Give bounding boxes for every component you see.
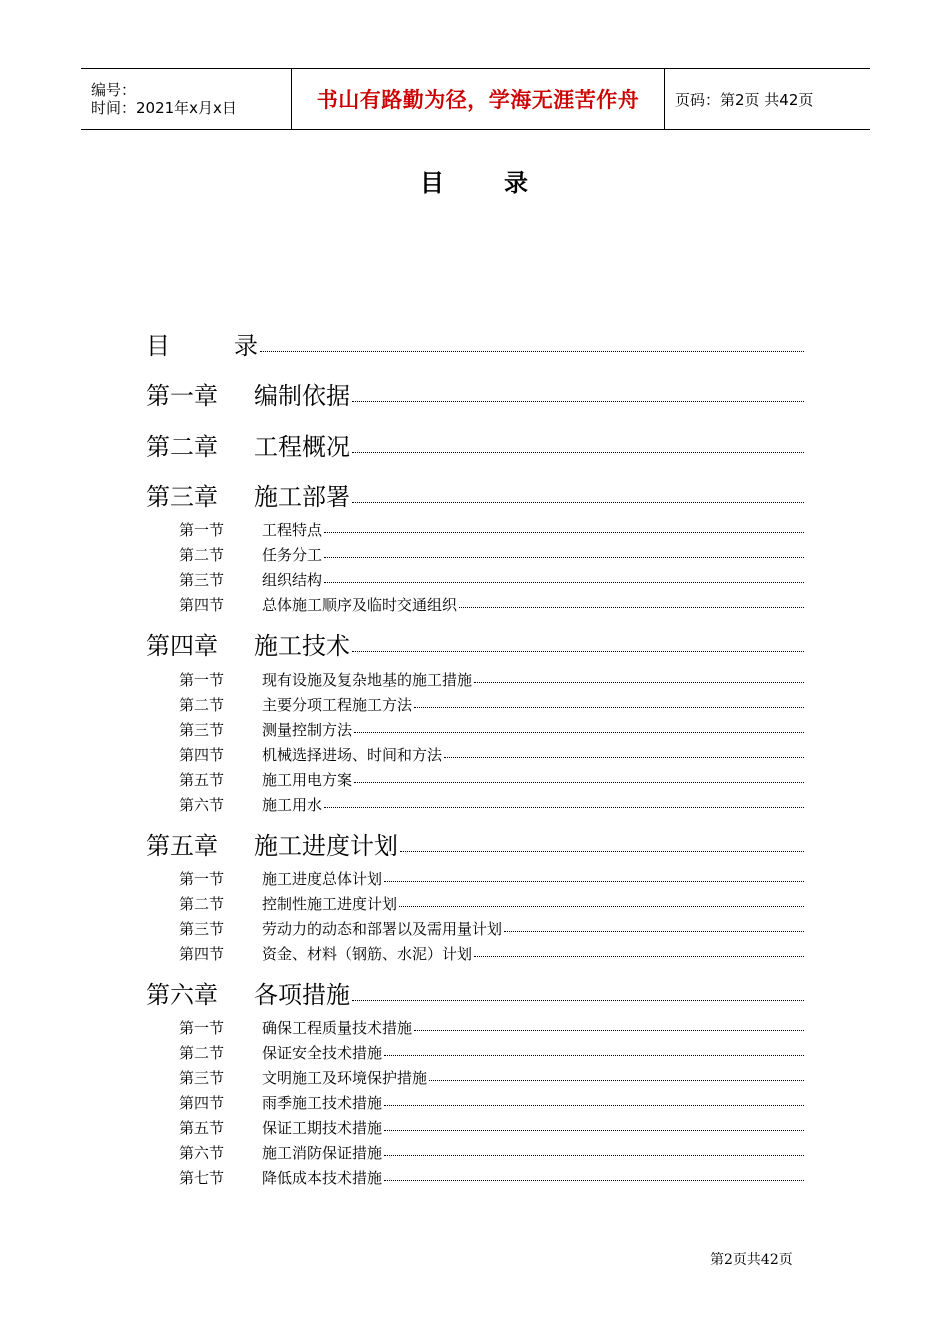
toc-title: 主要分项工程施工方法 — [262, 696, 413, 714]
header-meta — [81, 69, 291, 129]
toc-leader — [352, 401, 804, 402]
toc-leader — [324, 532, 804, 533]
toc-section[interactable] — [179, 943, 804, 964]
toc-section[interactable] — [179, 669, 804, 690]
header-page-info-cell — [665, 69, 813, 129]
toc-leader — [384, 1155, 804, 1156]
toc-leader — [459, 607, 804, 608]
toc-leader — [429, 1080, 804, 1081]
toc-title: 录 — [234, 332, 258, 360]
toc-section[interactable] — [179, 893, 804, 914]
toc-leader — [444, 757, 804, 758]
toc-number: 第二节 — [179, 696, 225, 714]
toc-number: 第一章 — [146, 382, 218, 410]
toc-title: 控制性施工进度计划 — [262, 895, 398, 913]
toc-title: 劳动力的动态和部署以及需用量计划 — [262, 920, 503, 938]
toc-chapter-4[interactable] — [146, 626, 804, 661]
page-info: 页码：第2页 共42页 — [675, 90, 814, 109]
toc-leader — [324, 557, 804, 558]
toc-leader — [324, 582, 804, 583]
toc-section[interactable] — [179, 918, 804, 939]
toc-chapter-3[interactable] — [146, 477, 804, 512]
toc-title: 降低成本技术措施 — [262, 1169, 383, 1187]
toc-chapter-1[interactable] — [146, 376, 804, 411]
toc-section[interactable] — [179, 694, 804, 715]
toc-number: 目 — [146, 332, 170, 360]
toc-title: 施工消防保证措施 — [262, 1144, 383, 1162]
toc-number: 第四节 — [179, 596, 225, 614]
page-header — [81, 68, 870, 130]
toc-number: 第六章 — [146, 981, 218, 1009]
toc-section[interactable] — [179, 569, 804, 590]
toc-title: 工程概况 — [254, 433, 350, 461]
toc-title: 施工技术 — [254, 632, 350, 660]
toc-title: 文明施工及环境保护措施 — [262, 1069, 428, 1087]
toc-leader — [384, 1055, 804, 1056]
toc-leader — [354, 782, 804, 783]
toc-title: 确保工程质量技术措施 — [262, 1019, 413, 1037]
toc-title: 工程特点 — [262, 521, 323, 539]
toc-leader — [384, 1180, 804, 1181]
toc-title: 保证安全技术措施 — [262, 1044, 383, 1062]
toc-title: 机械选择进场、时间和方法 — [262, 746, 443, 764]
toc-leader — [352, 502, 804, 503]
toc-number: 第五节 — [179, 771, 225, 789]
toc-leader — [384, 1105, 804, 1106]
toc-leader — [260, 351, 804, 352]
toc-leader — [474, 682, 804, 683]
toc-leader — [504, 931, 804, 932]
toc-leader — [352, 651, 804, 652]
toc-section[interactable] — [179, 769, 804, 790]
toc-section[interactable] — [179, 1067, 804, 1088]
page-title-part2: 录 — [504, 169, 530, 197]
toc-number: 第一节 — [179, 1019, 225, 1037]
toc-section[interactable] — [179, 1092, 804, 1113]
toc-title: 施工用水 — [262, 796, 323, 814]
toc-number: 第二章 — [146, 433, 218, 461]
toc-title: 保证工期技术措施 — [262, 1119, 383, 1137]
toc-leader — [324, 807, 804, 808]
toc-chapter-5[interactable] — [146, 826, 804, 861]
toc-entry-contents[interactable] — [146, 326, 804, 361]
toc-number: 第四节 — [179, 945, 225, 963]
toc-section[interactable] — [179, 519, 804, 540]
toc-section[interactable] — [179, 868, 804, 889]
toc-title: 施工进度计划 — [254, 832, 398, 860]
toc-section[interactable] — [179, 1117, 804, 1138]
toc-title: 总体施工顺序及临时交通组织 — [262, 596, 458, 614]
page-title — [0, 163, 950, 198]
toc-number: 第二节 — [179, 546, 225, 564]
toc-chapter-6[interactable] — [146, 975, 804, 1010]
toc-number: 第三节 — [179, 920, 225, 938]
toc-title: 测量控制方法 — [262, 721, 353, 739]
toc-leader — [414, 1030, 804, 1031]
toc-number: 第二节 — [179, 895, 225, 913]
toc-section[interactable] — [179, 544, 804, 565]
toc-chapter-2[interactable] — [146, 427, 804, 462]
toc-number: 第一节 — [179, 671, 225, 689]
toc-number: 第四节 — [179, 746, 225, 764]
toc-title: 施工用电方案 — [262, 771, 353, 789]
toc-title: 编制依据 — [254, 382, 350, 410]
toc-number: 第五节 — [179, 1119, 225, 1137]
toc-section[interactable] — [179, 719, 804, 740]
toc-number: 第四章 — [146, 632, 218, 660]
toc-section[interactable] — [179, 594, 804, 615]
toc-leader — [384, 1130, 804, 1131]
toc-number: 第三节 — [179, 721, 225, 739]
time-label: 时间：2021年x月x日 — [91, 99, 237, 117]
toc-section[interactable] — [179, 744, 804, 765]
header-motto-cell — [291, 69, 665, 129]
toc-title: 现有设施及复杂地基的施工措施 — [262, 671, 473, 689]
page-footer: 第2页共42页 — [710, 1252, 793, 1268]
toc-title: 雨季施工技术措施 — [262, 1094, 383, 1112]
code-label: 编号： — [91, 81, 137, 99]
toc-title: 任务分工 — [262, 546, 323, 564]
toc-number: 第三章 — [146, 483, 218, 511]
toc-leader — [399, 906, 804, 907]
toc-section[interactable] — [179, 1167, 804, 1188]
toc-section[interactable] — [179, 1042, 804, 1063]
page-title-part1: 目 — [420, 169, 446, 197]
toc-section[interactable] — [179, 1017, 804, 1038]
toc-leader — [400, 851, 804, 852]
toc-number: 第一节 — [179, 870, 225, 888]
toc-title: 施工进度总体计划 — [262, 870, 383, 888]
toc-number: 第六节 — [179, 1144, 225, 1162]
toc-title: 组织结构 — [262, 571, 323, 589]
toc-section[interactable] — [179, 1142, 804, 1163]
toc-leader — [474, 956, 804, 957]
toc-leader — [414, 707, 804, 708]
toc-number: 第一节 — [179, 521, 225, 539]
toc-number: 第四节 — [179, 1094, 225, 1112]
toc-title: 各项措施 — [254, 981, 350, 1009]
toc-number: 第二节 — [179, 1044, 225, 1062]
motto-text: 书山有路勤为径，学海无涯苦作舟 — [316, 88, 640, 112]
toc-number: 第三节 — [179, 571, 225, 589]
toc-leader — [354, 732, 804, 733]
toc-number: 第七节 — [179, 1169, 225, 1187]
toc-section[interactable] — [179, 794, 804, 815]
toc-leader — [352, 1000, 804, 1001]
toc-leader — [352, 452, 804, 453]
toc-number: 第三节 — [179, 1069, 225, 1087]
toc-number: 第五章 — [146, 832, 218, 860]
toc-title: 施工部署 — [254, 483, 350, 511]
toc-title: 资金、材料（钢筋、水泥）计划 — [262, 945, 473, 963]
toc-number: 第六节 — [179, 796, 225, 814]
toc-leader — [384, 881, 804, 882]
